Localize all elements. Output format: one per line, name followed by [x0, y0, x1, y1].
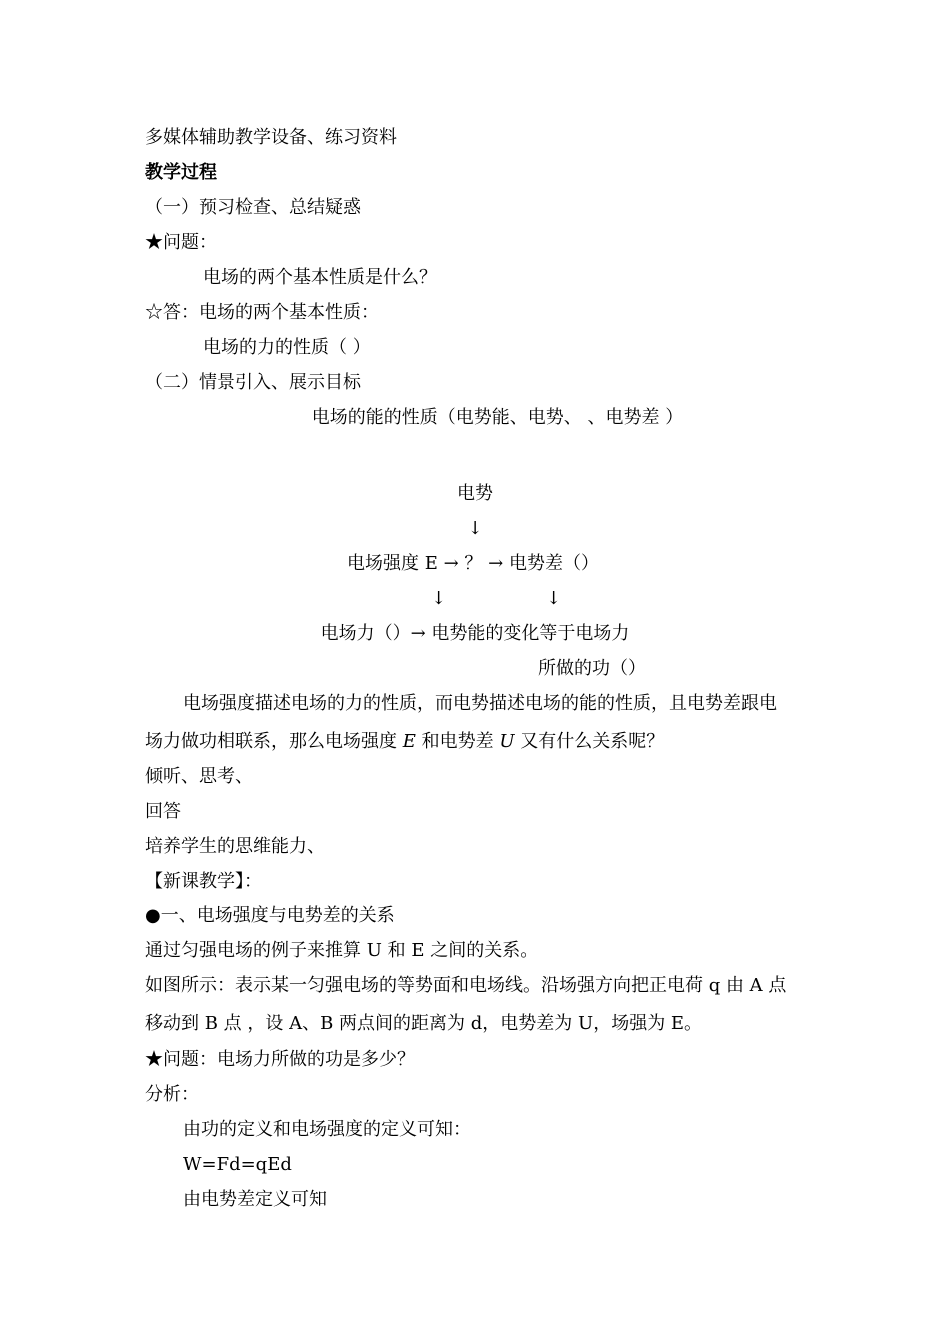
diagram-arrow-down: ↓: [467, 518, 483, 539]
diagram-top-label: 电势: [457, 483, 493, 504]
diagram-row-2: 电场力（）→ 电势能的变化等于电场力: [320, 623, 630, 644]
question-label: ★问题：: [145, 232, 217, 253]
materials-text: 多媒体辅助教学设备、练习资料: [145, 127, 397, 148]
paragraph-1-line-2: [145, 730, 664, 754]
analysis-line-2: 由电势差定义可知: [183, 1189, 327, 1210]
paragraph-1-text-a: 场力做功相联系，那么电场强度: [145, 731, 403, 752]
derive-text: 通过匀强电场的例子来推算 U 和 E 之间的关系。: [145, 940, 539, 961]
figure-description-line-2: 移动到 B 点 ，设 A、B 两点间的距离为 d，电势差为 U，场强为 E。: [145, 1013, 703, 1034]
diagram-arrow-left: ↓: [431, 588, 447, 609]
design-intent: 培养学生的思维能力、: [145, 836, 325, 857]
student-activity-1: 倾听、思考、: [145, 766, 253, 787]
student-activity-2: 回答: [145, 801, 181, 822]
diagram-row-1: 电场强度 E → ？ → 电势差（）: [347, 553, 599, 574]
answer-1: 电场的力的性质（ ）: [203, 337, 371, 358]
work-formula: W=Fd=qEd: [183, 1154, 292, 1175]
paragraph-1-text-c: 又有什么关系呢？: [514, 731, 665, 752]
diagram-row-3: 所做的功（）: [538, 658, 646, 679]
answer-label: ☆答：电场的两个基本性质：: [145, 302, 379, 323]
figure-description-line-1: 如图所示：表示某一匀强电场的等势面和电场线。沿场强方向把正电荷 q 由 A 点: [145, 975, 787, 996]
analysis-line-1: 由功的定义和电场强度的定义可知：: [183, 1119, 471, 1140]
question-2: ★问题：电场力所做的功是多少？: [145, 1049, 415, 1070]
question-1: 电场的两个基本性质是什么？: [203, 267, 437, 288]
section-heading-1: （一）预习检查、总结疑惑: [145, 197, 361, 218]
symbol-e: E: [402, 731, 416, 752]
topic-1-heading: ●一、电场强度与电势差的关系: [145, 905, 395, 926]
symbol-u: U: [499, 731, 515, 752]
paragraph-1-text-b: 和电势差: [415, 731, 500, 752]
process-heading: 教学过程: [145, 162, 217, 183]
analysis-label: 分析：: [145, 1084, 199, 1105]
paragraph-1-line-1: 电场强度描述电场的力的性质，而电势描述电场的能的性质，且电势差跟电: [183, 693, 777, 714]
new-lesson-heading: 【新课教学】：: [145, 871, 262, 892]
energy-property-line: 电场的能的性质（电势能、电势、 、电势差 ）: [311, 407, 684, 428]
diagram-arrow-right: ↓: [546, 588, 562, 609]
section-heading-2: （二）情景引入、展示目标: [145, 372, 361, 393]
